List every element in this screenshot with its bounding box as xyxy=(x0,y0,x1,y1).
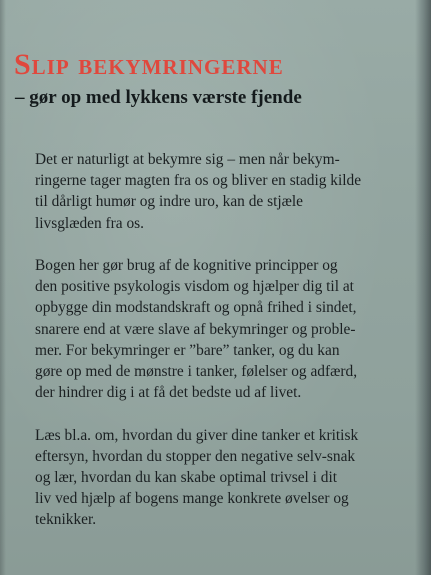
cover-left-shadow xyxy=(0,0,6,575)
blurb-text xyxy=(35,149,413,552)
blurb-line: livsglæden fra os. xyxy=(35,214,145,232)
book-subtitle: – gør op med lykkens værste fjende xyxy=(15,87,302,108)
blurb-line: snarere end at være slave af bekymringer og proble- xyxy=(35,320,356,338)
blurb-line: der hindrer dig i at få det bedste ud af livet. xyxy=(35,384,302,402)
blurb-line: Det er naturligt at bekymre sig – men når bekym- xyxy=(35,151,340,168)
blurb-line: den positive psykologis visdom og hjælper dig til at xyxy=(35,278,354,296)
blurb-line: liv ved hjælp af bogens mange konkrete øvelser og xyxy=(35,490,349,508)
blurb-line: til dårligt humør og indre uro, kan de stjæle xyxy=(35,193,304,211)
blurb-line: opbygge din modstandskraft og opnå frihed i sindet, xyxy=(35,299,357,317)
blurb-line: Læs bl.a. om, hvordan du giver dine tanker et kritisk xyxy=(35,426,359,444)
blurb-paragraph-1 xyxy=(35,149,413,234)
book-title: Slip bekymringerne xyxy=(14,48,284,81)
blurb-line: mer. For bekymringer er ”bare” tanker, og du kan xyxy=(35,341,340,359)
blurb-line: teknikker. xyxy=(35,511,97,529)
blurb-paragraph-2 xyxy=(35,255,413,403)
cover-right-shadow xyxy=(415,0,431,575)
blurb-line: Bogen her gør brug af de kognitive principper og xyxy=(35,257,338,274)
blurb-line: ringerne tager magten fra os og bliver en stadig kilde xyxy=(35,172,362,190)
blurb-line: og lær, hvordan du kan skabe optimal trivsel i dit xyxy=(35,469,338,487)
blurb-line: eftersyn, hvordan du stopper den negative selv-snak xyxy=(35,447,356,465)
blurb-line: gøre op med de mønstre i tanker, følelser og adfærd, xyxy=(35,363,358,381)
blurb-paragraph-3 xyxy=(35,425,413,531)
